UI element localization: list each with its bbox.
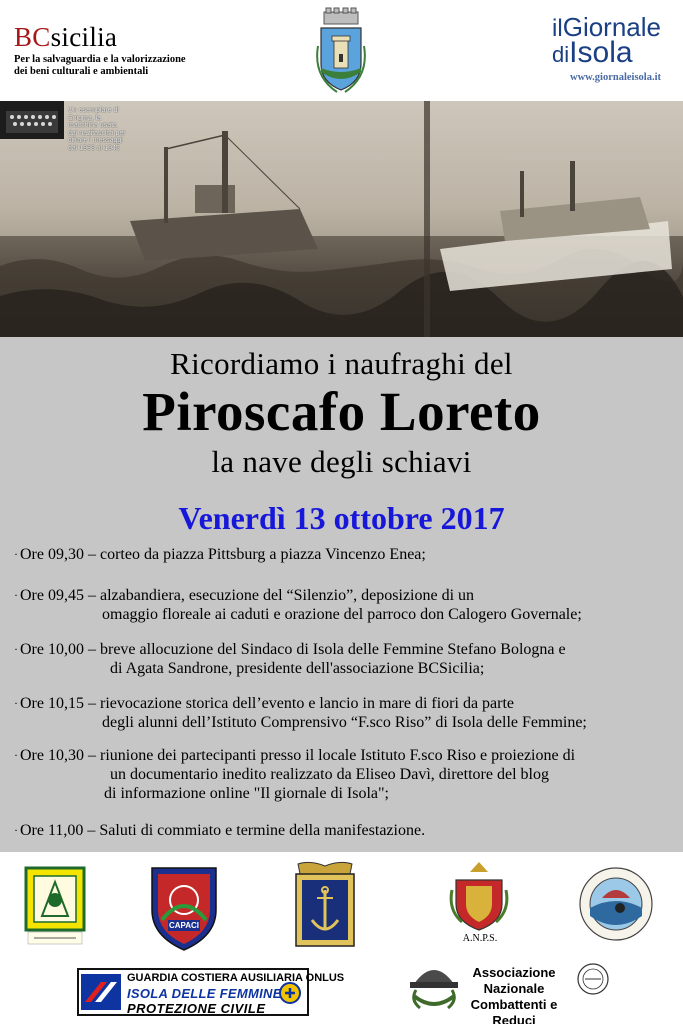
program-item-continuation: un documentario inedito realizzato da Eliseo Davì, direttore del blog bbox=[110, 766, 549, 783]
program-item-5 bbox=[14, 746, 679, 803]
bc-subtitle-2: dei beni culturali e ambientali bbox=[14, 66, 149, 77]
program-item-text: Ore 10,00 – breve allocuzione del Sindaco di Isola delle Femmine Stefano Bologna e bbox=[20, 641, 566, 658]
association-round-logo-icon bbox=[576, 864, 656, 944]
title-line-1: Ricordiamo i naufraghi del bbox=[170, 346, 513, 381]
protezione-civile-icon bbox=[279, 982, 301, 1004]
giornale-di-isola-logo bbox=[552, 14, 661, 83]
bcsicilia-logo bbox=[14, 24, 186, 78]
capaci-shield-icon bbox=[148, 862, 220, 952]
gc-line-1: GUARDIA COSTIERA AUSILIARIA ONLUS bbox=[127, 972, 345, 984]
program-item-text: Ore 09,30 – corteo da piazza Pittsburg a piazza Vincenzo Enea; bbox=[20, 546, 426, 563]
program-item-text: Ore 09,45 – alzabandiera, esecuzione del “Silenzio”, deposizione di un bbox=[20, 587, 475, 604]
bcsicilia-wordmark bbox=[14, 24, 186, 51]
capaci-label: CAPACI bbox=[168, 921, 200, 930]
event-date: Venerdì 13 ottobre 2017 bbox=[178, 500, 505, 536]
bullet-dot: · bbox=[14, 642, 18, 656]
giornale-word: Giornale bbox=[562, 12, 661, 42]
title-line-3: la nave degli schiavi bbox=[211, 444, 472, 479]
ancr-line-3: Combattenti e Reduci bbox=[470, 997, 558, 1024]
ancr-line-2: Nazionale bbox=[483, 981, 545, 996]
program-item-3 bbox=[14, 640, 679, 678]
coast-guard-stripe-icon bbox=[81, 974, 121, 1010]
ancr-line-1: Associazione bbox=[472, 965, 556, 980]
bullet-dot: · bbox=[14, 748, 18, 762]
guardia-costiera-logo bbox=[77, 968, 345, 1016]
program-item-text: Ore 10,15 – rievocazione storica dell’evento e lancio in mare di fiori da parte bbox=[20, 695, 515, 712]
navy-anchor-crest-icon bbox=[292, 860, 358, 948]
giornale-isola: Isola bbox=[569, 36, 633, 69]
ancr-label bbox=[466, 965, 562, 1024]
bc-subtitle-1: Per la salvaguardia e la valorizzazione bbox=[14, 54, 186, 65]
giornale-url: www.giornaleisola.it bbox=[570, 72, 661, 83]
bullet-dot: · bbox=[14, 696, 18, 710]
header bbox=[0, 0, 683, 100]
program-item-continuation: di Agata Sandrone, presidente dell'associazione BCSicilia; bbox=[110, 660, 485, 677]
program-item-6 bbox=[14, 821, 679, 840]
program-item-4 bbox=[14, 694, 679, 732]
anps-label: A.N.P.S. bbox=[462, 933, 498, 944]
giornale-il: il bbox=[552, 15, 563, 42]
bc-brand-a: BC bbox=[14, 22, 51, 52]
anfi-logo-icon bbox=[22, 866, 88, 946]
municipal-crest-icon bbox=[315, 6, 367, 94]
program-item-continuation: omaggio floreale ai caduti e orazione del parroco don Calogero Governale; bbox=[102, 606, 582, 623]
program-item-2 bbox=[14, 586, 679, 624]
ancr-helmet-icon bbox=[406, 956, 462, 1014]
bullet-dot: · bbox=[14, 823, 18, 837]
anps-emblem-icon bbox=[448, 860, 510, 932]
bullet-dot: · bbox=[14, 588, 18, 602]
program-item-text: Ore 10,30 – riunione dei partecipanti presso il locale Istituto F.sco Riso e proiezione di bbox=[20, 747, 576, 764]
bc-brand-b: sicilia bbox=[50, 22, 118, 52]
program-item-text: Ore 11,00 – Saluti di commiato e termine della manifestazione. bbox=[20, 822, 426, 839]
program-item-1 bbox=[14, 545, 679, 564]
program-item-continuation: di informazione online "Il giornale di Isola"; bbox=[104, 785, 389, 802]
program-item-continuation: degli alunni dell’Istituto Comprensivo “F.sco Riso” di Isola delle Femmine; bbox=[102, 714, 587, 731]
giornale-di: di bbox=[552, 42, 570, 67]
title-main: Piroscafo Loreto bbox=[142, 381, 541, 442]
bullet-dot: · bbox=[14, 547, 18, 561]
enigma-caption: Un esemplare di Enigma, la macchina usata dai nazifascisti per cifrare i messaggi dal 1938 al 1945 bbox=[68, 107, 126, 152]
gc-line-2: ISOLA DELLE FEMMINE bbox=[127, 986, 282, 1001]
gc-line-3: PROTEZIONE CIVILE bbox=[127, 1001, 266, 1016]
ancr-seal-icon bbox=[576, 962, 610, 996]
